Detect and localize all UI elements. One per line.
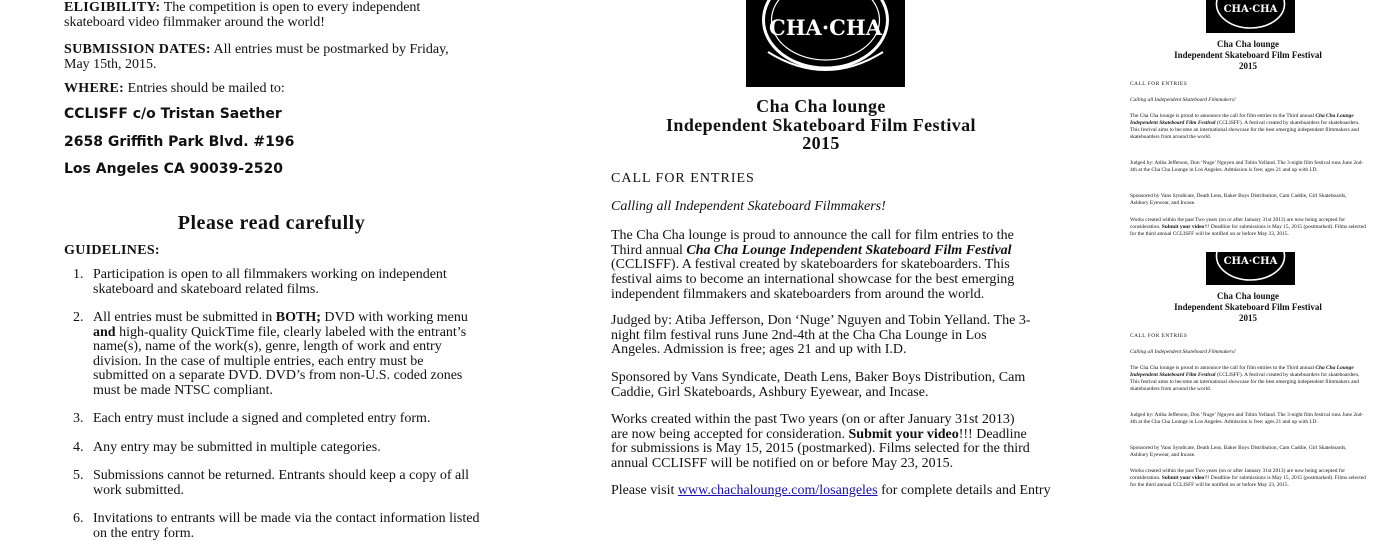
address-line-2: 2658 Griffith Park Blvd. #196 [64, 134, 295, 150]
list-text: DVD with working menu [320, 310, 468, 325]
eligibility-paragraph [64, 0, 484, 30]
page-thumbnails [1130, 0, 1366, 500]
judges-paragraph: Judged by: Atiba Jefferson, Don ‘Nuge’ Nguyen and Tobin Yelland. The 3-night film festival runs June 2nd-4th at the Cha Cha Lounge in Los Angeles. Admission is free; ages 21 and up with I.D. [611, 313, 1031, 358]
rules-list [64, 268, 480, 541]
thumbnail-judges: Judged by: Atiba Jefferson, Don ‘Nuge’ Nguyen and Tobin Yelland. The 3-night film festival runs June 2nd-4th at the Cha Cha Lounge in Los Angeles. Admission is free; ages 21 and up with I.D. [1130, 160, 1364, 173]
list-item [64, 412, 480, 427]
deadline-paragraph: Works created within the past Two years (on or after January 31st 2013) are now being accepted for consideration. Submit your video!!! Deadline for submissions is May 15, 2015 (postmarked). Films selected for the third annual CCLISFF will be notified on or before May 23, 2015. [611, 412, 1030, 472]
list-number: 1. [73, 267, 84, 282]
address-line-1: CCLISFF c/o Tristan Saether [64, 106, 282, 122]
svg-text:CHA·CHA: CHA·CHA [1223, 256, 1278, 267]
address-line-3: Los Angeles CA 90039-2520 [64, 161, 284, 177]
title-line-3: 2015 [802, 133, 840, 153]
title-line-2: Independent Skateboard Film Festival [666, 114, 976, 135]
submit-emphasis: Submit your video [848, 426, 959, 442]
list-item [64, 268, 480, 297]
list-item [64, 311, 480, 398]
submission-paragraph [64, 42, 464, 72]
where-text: Entries should be mailed to: [124, 81, 285, 96]
thumbnail-deadline: Works created within the past Two years (on or after January 31st 2013) are now being accepted for consideration. Submit your video!!! Deadline for submissions is May 15, 2015 (postmarked). Films selected for the third annual CCLISFF will be notified on or before May 23, 2015. [1130, 217, 1366, 237]
sponsors-paragraph: Sponsored by Vans Syndicate, Death Lens, Baker Boys Distribution, Cam Caddie, Girl Skateboards, Ashbury Eyewear, and Incase. [611, 370, 1026, 400]
list-number: 4. [73, 439, 84, 455]
thumbnail-title: Cha Cha lounge Independent Skateboard Film Festival 2015 [1174, 291, 1322, 323]
thumbnail-sponsors: Sponsored by Vans Syndicate, Death Lens, Baker Boys Distribution, Cam Caddie, Girl Skateboards, Ashbury Eyewear, and Incase. [1130, 445, 1347, 458]
call-for-entries: CALL FOR ENTRIES [611, 171, 755, 186]
submission-text: All entries must be postmarked by Friday, May 15th, 2015. [64, 42, 449, 72]
thumbnail-logo [1206, 252, 1295, 285]
call-for-entries-column [611, 0, 1051, 500]
visit-paragraph: Please visit www.chachalounge.com/losangeles for complete details and Entry [611, 483, 1051, 498]
list-emphasis: and [93, 324, 116, 340]
thumbnail-title: Cha Cha lounge Independent Skateboard Film Festival 2015 [1174, 39, 1322, 71]
website-link[interactable]: www.chachalounge.com/losangeles [677, 483, 878, 498]
intro-paragraph: The Cha Cha lounge is proud to announce the call for film entries to the Third annual Cha Cha Lounge Independent Skateboard Film Festival (CCLISFF). A festival created by skateboarders for skateboarders. This festival aims to become an international showcase for the best emerging independent filmmakers and skateboarders from around the world. [611, 228, 1015, 302]
page-heading: Please read carefully [177, 212, 366, 234]
list-text: Invitations to entrants will be made via the contact information listed on the entry form. [93, 511, 480, 541]
list-number: 5. [73, 468, 84, 483]
list-number: 2. [73, 310, 84, 325]
cha-cha-logo [746, 0, 905, 87]
thumbnail-calling: Calling all Independent Skateboard Filmmakers! [1130, 349, 1236, 355]
thumbnail-deadline: Works created within the past Two years (on or after January 31st 2013) are now being accepted for consideration. Submit your video!!! Deadline for submissions is May 15, 2015 (postmarked). Films selected for the third annual CCLISFF will be notified on or before May 23, 2015. [1130, 468, 1366, 488]
list-item [64, 512, 480, 541]
eligibility-label: ELIGIBILITY: [64, 0, 161, 15]
thumbnail-logo [1206, 0, 1295, 33]
list-text: Any entry may be submitted in multiple categories. [93, 439, 381, 455]
list-text: Participation is open to all filmmakers working on independent skateboard and skateboard related films. [93, 267, 447, 297]
festival-title [611, 97, 1031, 153]
festival-name: Cha Cha Lounge Independent Skateboard Film Festival [686, 242, 1012, 258]
where-paragraph [64, 81, 484, 96]
eligibility-text: The competition is open to every independent skateboard video filmmaker around the world! [64, 0, 421, 30]
svg-text:CHA·CHA: CHA·CHA [1223, 4, 1278, 15]
calling-line: Calling all Independent Skateboard Filmmakers! [611, 199, 886, 214]
thumbnail-sponsors: Sponsored by Vans Syndicate, Death Lens, Baker Boys Distribution, Cam Caddie, Girl Skateboards, Ashbury Eyewear, and Incase. [1130, 193, 1347, 206]
title-line-1: Cha Cha lounge [756, 96, 886, 116]
logo-text: CHA·CHA [768, 15, 883, 40]
thumbnail-intro: The Cha Cha lounge is proud to announce the call for film entries to the Third annual Cha Cha Lounge Independent Skateboard Film Festival (CCLISFF). A festival created by skateboarders for skateboarders. This festival aims to become an international showcase for the best emerging independent filmmakers and skateboarders from around the world. [1130, 365, 1360, 392]
thumbnail-judges: Judged by: Atiba Jefferson, Don ‘Nuge’ Nguyen and Tobin Yelland. The 3-night film festival runs June 2nd-4th at the Cha Cha Lounge in Los Angeles. Admission is free; ages 21 and up with I.D. [1130, 412, 1364, 425]
thumbnail-calling: Calling all Independent Skateboard Filmmakers! [1130, 97, 1236, 103]
list-text: high-quality QuickTime file, clearly labeled with the entrant’s name(s), name of the work(s), genre, length of work and entry division. In the case of multiple entries, each entry must be submitted on a separate DVD. DVD’s from non-U.S. coded zones must be made NTSC compliant. [93, 324, 467, 398]
thumbnail-call: CALL FOR ENTRIES [1130, 333, 1188, 339]
list-number: 6. [73, 511, 84, 526]
list-number: 3. [73, 411, 84, 426]
thumbnail-call: CALL FOR ENTRIES [1130, 81, 1188, 87]
list-emphasis: BOTH; [275, 310, 321, 325]
thumbnail-intro: The Cha Cha lounge is proud to announce the call for film entries to the Third annual Cha Cha Lounge Independent Skateboard Film Festival (CCLISFF). A festival created by skateboarders for skateboarders. This festival aims to become an international showcase for the best emerging independent filmmakers and skateboarders from around the world. [1130, 113, 1360, 140]
list-item [64, 469, 480, 498]
submission-label: SUBMISSION DATES: [64, 42, 211, 57]
where-label: WHERE: [64, 81, 125, 96]
list-text: All entries must be submitted in [93, 310, 276, 325]
guidelines-label: GUIDELINES: [64, 243, 160, 258]
list-item [64, 441, 480, 456]
list-text: Submissions cannot be returned. Entrants should keep a copy of all work submitted. [93, 468, 469, 498]
list-text: Each entry must include a signed and completed entry form. [93, 411, 431, 426]
